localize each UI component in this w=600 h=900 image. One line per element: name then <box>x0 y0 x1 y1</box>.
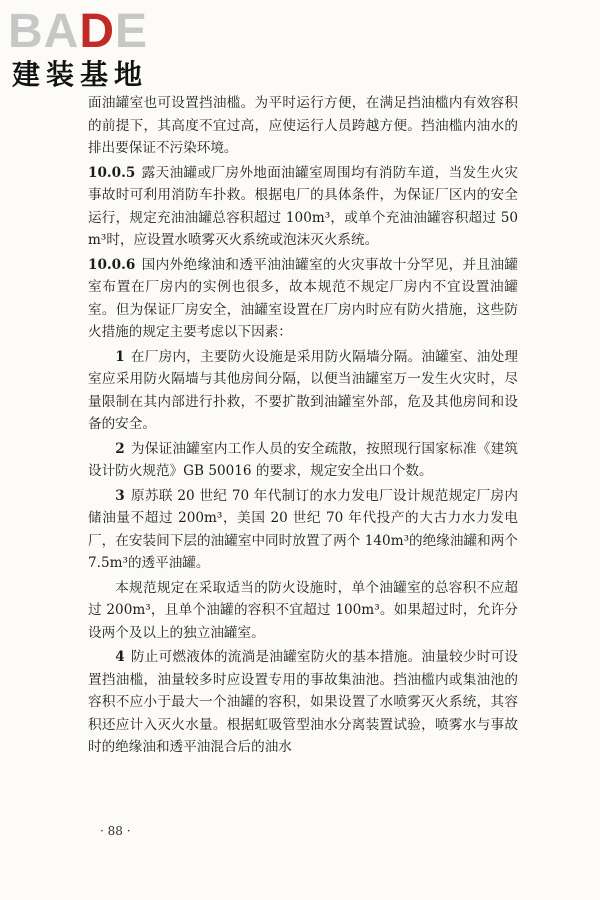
clause-number: 10.0.5 <box>88 164 136 181</box>
body-text <box>88 92 518 761</box>
clause-10-0-6: 10.0.6 国内外绝缘油和透平油油罐室的火灾事故十分罕见，并且油罐室布置在厂房内的实例也很多，故本规范不规定厂房内不宜设置油罐室。但为保证厂房安全，油罐室设置在厂房内时应有防火措施，这些防火措施的规定主要考虑以下因素： <box>88 256 518 340</box>
logo-wordmark: BADE <box>8 5 149 58</box>
page-number: · 88 · <box>100 824 131 838</box>
item-number: 2 <box>115 440 125 457</box>
list-item-2: 2 为保证油罐室内工作人员的安全疏散，按照现行国家标准《建筑设计防火规范》GB 50016 的要求，规定安全出口个数。 <box>88 440 518 479</box>
clause-number: 10.0.6 <box>88 256 136 273</box>
item-number: 1 <box>115 348 125 365</box>
list-item-4: 4 防止可燃液体的流淌是油罐室防火的基本措施。油量较少时可设置挡油槛，油量较多时应设置专用的事故集油池。挡油槛内或集油池的容积不应小于最大一个油罐的容积，如果设置了水喷雾灭火系统，其容积还应计入灭火水量。根据虹吸管型油水分离装置试验，喷雾水与事故时的绝缘油和透平油混合后的油水 <box>88 649 518 755</box>
list-item-1: 1 在厂房内，主要防火设施是采用防火隔墙分隔。油罐室、油处理室应采用防火隔墙与其他房间分隔，以便当油罐室万一发生火灾时，尽量限制在其内部进行扑救，不要扩散到油罐室外部，危及其他房间和设备的安全。 <box>88 348 518 432</box>
paragraph-continuation: 面油罐室也可设置挡油槛。为平时运行方便，在满足挡油槛内有效容积的前提下，其高度不宜过高，应使运行人员跨越方便。挡油槛内油水的排出要保证不污染环境。 <box>88 95 518 156</box>
logo-subtitle: 建装基地 <box>12 58 149 91</box>
paragraph-regulation: 本规范规定在采取适当的防火设施时，单个油罐室的总容积不应超过 200m³，且单个油罐的容积不宜超过 100m³。如果超过时，允许分设两个及以上的独立油罐室。 <box>88 579 518 641</box>
item-number: 3 <box>115 487 125 504</box>
item-number: 4 <box>115 649 125 665</box>
list-item-3: 3 原苏联 20 世纪 70 年代制订的水力发电厂设计规范规定厂房内储油量不超过 200m³，美国 20 世纪 70 年代投产的大古力水力发电厂，在安装间下层的油罐室中同时放置了两个 140m³的绝缘油罐和两个 7.5m³的透平油罐。 <box>88 487 518 571</box>
bade-logo <box>8 4 178 92</box>
clause-10-0-5: 10.0.5 露天油罐或厂房外地面油罐室周围均有消防车道，当发生火灾事故时可利用消防车扑救。根据电厂的具体条件，为保证厂区内的安全运行，规定充油油罐总容积超过 100m³，或单个充油油罐容积超过 50m³时，应设置水喷雾灭火系统或泡沫灭火系统。 <box>88 164 518 248</box>
